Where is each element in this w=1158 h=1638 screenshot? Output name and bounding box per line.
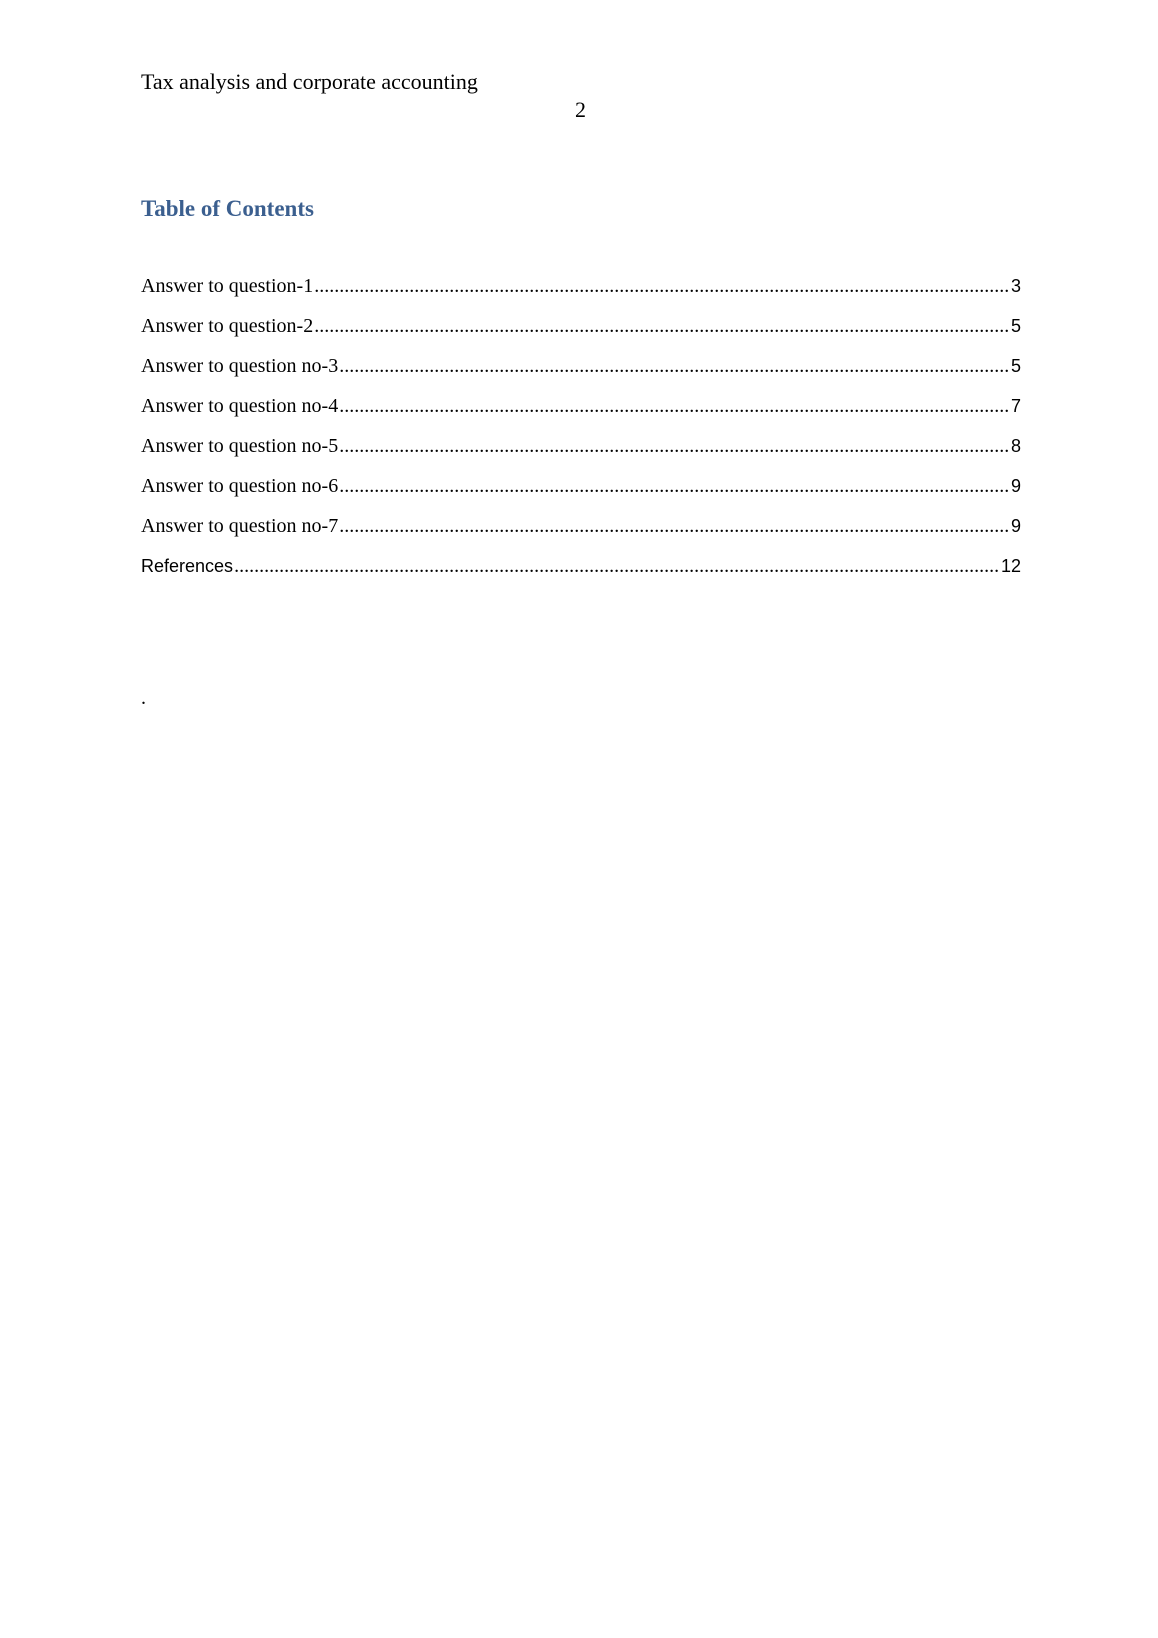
toc-entry-label: Answer to question-1 [141, 275, 314, 297]
page-number: 2 [575, 97, 586, 122]
toc-entry-references[interactable] [141, 552, 1021, 592]
toc-entry-label: Answer to question no-4 [141, 395, 339, 417]
toc-entry-page: 9 [1010, 476, 1021, 496]
toc-entry-page: 8 [1010, 436, 1021, 456]
toc-entry-page: 5 [1010, 356, 1021, 376]
running-header-title: Tax analysis and corporate accounting [141, 69, 478, 94]
toc-entry-page: 9 [1010, 516, 1021, 536]
toc-entry-question-2[interactable] [141, 312, 1021, 352]
toc-entry-label: Answer to question no-5 [141, 435, 339, 457]
toc-entry-question-1[interactable] [141, 272, 1021, 312]
toc-heading: Table of Contents [141, 196, 314, 221]
toc-entry-question-7[interactable] [141, 512, 1021, 552]
toc-entry-label: Answer to question no-7 [141, 515, 339, 537]
toc-dot-leader [339, 352, 1010, 380]
toc-entry-page: 5 [1010, 316, 1021, 336]
toc-dot-leader [339, 432, 1010, 460]
toc-entry-page: 3 [1010, 276, 1021, 296]
toc-dot-leader [314, 272, 1010, 300]
toc-entry-page: 12 [1000, 556, 1021, 576]
toc-entry-question-6[interactable] [141, 472, 1021, 512]
toc-entry-page: 7 [1010, 396, 1021, 416]
toc-dot-leader [339, 512, 1010, 540]
toc-dot-leader [339, 392, 1010, 420]
toc-entry-question-3[interactable] [141, 352, 1021, 392]
toc-entry-label: Answer to question no-6 [141, 475, 339, 497]
toc-entry-question-4[interactable] [141, 392, 1021, 432]
toc-entry-label: References [141, 556, 234, 576]
toc-dot-leader [339, 472, 1010, 500]
table-of-contents [141, 272, 1021, 592]
body-trailing-text: . [141, 687, 146, 709]
toc-entry-label: Answer to question no-3 [141, 355, 339, 377]
toc-dot-leader [234, 552, 1000, 580]
toc-dot-leader [314, 312, 1010, 340]
toc-entry-question-5[interactable] [141, 432, 1021, 472]
toc-entry-label: Answer to question-2 [141, 315, 314, 337]
